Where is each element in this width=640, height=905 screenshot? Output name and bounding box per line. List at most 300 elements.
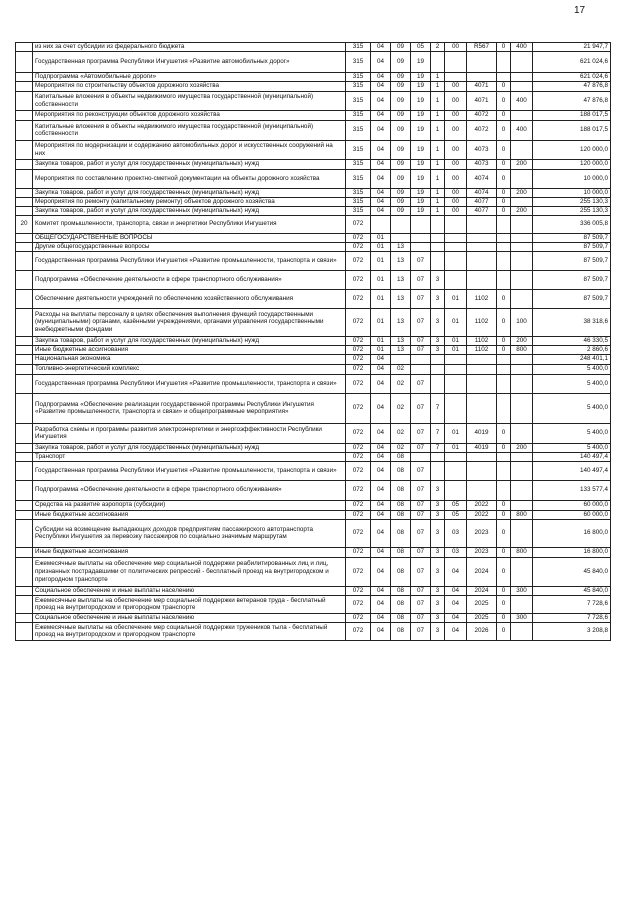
code-cell [511,215,533,233]
code-cell: 07 [411,500,431,510]
code-cell: 13 [391,345,411,354]
item-name-cell: Социальное обеспечение и иные выплаты населению [33,613,346,622]
code-cell: 04 [371,461,391,480]
code-cell [497,393,511,423]
code-cell: 04 [371,206,391,215]
code-cell: 0 [497,43,511,52]
code-cell: 08 [391,452,411,461]
table-row [16,289,611,308]
code-cell: 0 [497,345,511,354]
code-cell: 072 [346,519,371,547]
page-number: 17 [574,5,586,16]
code-cell [445,393,467,423]
code-cell: 19 [411,169,431,188]
code-cell: 072 [346,354,371,364]
code-cell [445,354,467,364]
code-cell: 315 [346,197,371,206]
code-cell: 400 [511,43,533,52]
code-cell: 04 [371,510,391,519]
code-cell: 1 [431,91,445,110]
item-name-cell: Мероприятия по модернизации и содержанию автомобильных дорог и искусственных сооружений на них [33,140,346,159]
code-cell: 02 [391,393,411,423]
row-number-cell [16,81,33,91]
code-cell: 01 [371,289,391,308]
row-number-cell [16,595,33,613]
row-number-cell [16,510,33,519]
code-cell: 3 [431,622,445,640]
code-cell: 2025 [467,613,497,622]
item-name-cell: Мероприятия по реконструкции объектов дорожного хозяйства [33,110,346,120]
item-name-cell: Другие общегосударственные вопросы [33,242,346,251]
amount-cell: 7 728,6 [533,595,611,613]
code-cell [445,215,467,233]
code-cell: 04 [371,51,391,72]
table-row [16,480,611,500]
code-cell: 072 [346,586,371,595]
code-cell [411,242,431,251]
code-cell: 00 [445,120,467,140]
code-cell: 04 [371,613,391,622]
code-cell: 13 [391,251,411,270]
item-name-cell: Расходы на выплаты персоналу в целях обеспечения выполнения функций государственными (муниципальными) органами, казёнными учреждениями, органами управления государственными внебюджетными фондами [33,308,346,336]
code-cell: 07 [411,443,431,452]
amount-cell: 5 400,0 [533,364,611,374]
code-cell [391,354,411,364]
code-cell [511,81,533,91]
item-name-cell: Подпрограмма «Обеспечение деятельности в сфере транспортного обслуживания» [33,480,346,500]
code-cell: 04 [371,169,391,188]
code-cell: 072 [346,289,371,308]
amount-cell: 2 860,6 [533,345,611,354]
code-cell: 072 [346,364,371,374]
row-number-cell [16,188,33,197]
item-name-cell: Разработка схемы и программы развития электроэнергетики и энергоэффективности Республики Ингушетия [33,423,346,443]
code-cell: 4019 [467,423,497,443]
code-cell: 3 [431,519,445,547]
amount-cell: 38 318,6 [533,308,611,336]
row-number-cell [16,345,33,354]
table-row [16,622,611,640]
code-cell: 0 [497,110,511,120]
table-row [16,443,611,452]
code-cell: 09 [391,43,411,52]
code-cell: 04 [371,622,391,640]
code-cell: 7 [431,393,445,423]
code-cell [467,215,497,233]
code-cell: 200 [511,159,533,169]
code-cell: 08 [391,510,411,519]
code-cell: 0 [497,81,511,91]
code-cell: 05 [445,500,467,510]
code-cell: 00 [445,188,467,197]
code-cell: 09 [391,197,411,206]
code-cell [511,354,533,364]
amount-cell: 621 024,6 [533,51,611,72]
code-cell: 2025 [467,595,497,613]
code-cell [431,354,445,364]
code-cell [497,233,511,242]
amount-cell: 7 728,6 [533,613,611,622]
code-cell: 0 [497,519,511,547]
code-cell: 4074 [467,188,497,197]
code-cell: 07 [411,595,431,613]
amount-cell: 255 130,3 [533,197,611,206]
code-cell: 02 [391,443,411,452]
code-cell [497,461,511,480]
code-cell: 072 [346,622,371,640]
code-cell: 19 [411,197,431,206]
amount-cell: 248 401,1 [533,354,611,364]
item-name-cell: Субсидии на возмещение выпадающих доходов предприятиям пассажирского автотранспорта Республики Ингушетия за перевозку пассажиров по социально значимым маршрутам [33,519,346,547]
code-cell [431,215,445,233]
code-cell [431,461,445,480]
code-cell: 4077 [467,197,497,206]
code-cell [511,51,533,72]
table-row [16,188,611,197]
item-name-cell: Иные бюджетные ассигнования [33,345,346,354]
code-cell: 4077 [467,206,497,215]
item-name-cell: Комитет промышленности, транспорта, связи и энергетики Республики Ингушетия [33,215,346,233]
code-cell: 07 [411,251,431,270]
table-row [16,215,611,233]
code-cell [511,197,533,206]
row-number-cell [16,43,33,52]
code-cell [497,364,511,374]
code-cell: 07 [411,423,431,443]
code-cell: 0 [497,557,511,586]
code-cell [431,452,445,461]
code-cell: 2022 [467,500,497,510]
code-cell: 04 [371,557,391,586]
code-cell [391,215,411,233]
amount-cell: 621 024,6 [533,72,611,81]
code-cell [445,251,467,270]
code-cell: 7 [431,423,445,443]
code-cell [467,354,497,364]
code-cell [445,480,467,500]
code-cell [445,233,467,242]
table-row [16,364,611,374]
code-cell: 04 [371,354,391,364]
code-cell: 4071 [467,81,497,91]
code-cell: 04 [371,43,391,52]
code-cell [511,452,533,461]
code-cell: 00 [445,169,467,188]
code-cell: 00 [445,43,467,52]
code-cell [511,289,533,308]
code-cell: 03 [445,519,467,547]
code-cell [467,393,497,423]
table-row [16,452,611,461]
code-cell: 1 [431,81,445,91]
item-name-cell: Мероприятия по строительству объектов дорожного хозяйства [33,81,346,91]
table-row [16,557,611,586]
code-cell [445,51,467,72]
code-cell: 0 [497,308,511,336]
code-cell: 09 [391,51,411,72]
code-cell: 072 [346,452,371,461]
code-cell [511,233,533,242]
row-number-cell [16,480,33,500]
amount-cell: 87 509,7 [533,289,611,308]
item-name-cell: Закупка товаров, работ и услуг для государственных (муниципальных) нужд [33,159,346,169]
code-cell: 01 [371,251,391,270]
amount-cell: 46 330,5 [533,336,611,345]
row-number-cell [16,110,33,120]
code-cell [431,51,445,72]
code-cell: 100 [511,308,533,336]
code-cell: 300 [511,586,533,595]
code-cell: 2022 [467,510,497,519]
code-cell: 19 [411,81,431,91]
code-cell: 07 [411,345,431,354]
code-cell: 1102 [467,308,497,336]
code-cell: 1 [431,120,445,140]
code-cell [467,452,497,461]
row-number-cell [16,461,33,480]
code-cell: 08 [391,500,411,510]
code-cell: 1 [431,197,445,206]
code-cell: 04 [371,586,391,595]
code-cell: 072 [346,510,371,519]
amount-cell: 120 000,0 [533,140,611,159]
code-cell: 0 [497,500,511,510]
item-name-cell: Национальная экономика [33,354,346,364]
table-row [16,354,611,364]
row-number-cell [16,91,33,110]
code-cell: 04 [371,452,391,461]
amount-cell: 87 509,7 [533,233,611,242]
code-cell [497,270,511,289]
amount-cell: 336 005,8 [533,215,611,233]
code-cell: 1102 [467,336,497,345]
code-cell: 01 [371,270,391,289]
row-number-cell [16,242,33,251]
code-cell: 01 [445,443,467,452]
code-cell: 4072 [467,120,497,140]
code-cell: 01 [371,233,391,242]
code-cell: 07 [411,613,431,622]
code-cell: 09 [391,91,411,110]
item-name-cell: Государственная программа Республики Ингушетия «Развитие промышленности, транспорта и связи» [33,251,346,270]
row-number-cell [16,270,33,289]
item-name-cell: Топливно-энергетический комплекс [33,364,346,374]
item-name-cell: Закупка товаров, работ и услуг для государственных (муниципальных) нужд [33,336,346,345]
amount-cell: 45 840,0 [533,557,611,586]
code-cell [497,242,511,251]
item-name-cell: Ежемесячные выплаты на обеспечение мер социальной поддержки тружеников тыла - бесплатный проезд на внутригородском и пригородном транспорте [33,622,346,640]
code-cell: 1 [431,169,445,188]
table-row [16,91,611,110]
code-cell: 04 [371,197,391,206]
code-cell: 07 [411,557,431,586]
code-cell [445,72,467,81]
code-cell: 0 [497,206,511,215]
item-name-cell: Иные бюджетные ассигнования [33,547,346,557]
budget-table [15,42,611,641]
code-cell: R567 [467,43,497,52]
code-cell [511,270,533,289]
row-number-cell [16,423,33,443]
code-cell [511,110,533,120]
code-cell: 07 [411,289,431,308]
code-cell: 072 [346,595,371,613]
code-cell: 4074 [467,169,497,188]
item-name-cell: ОБЩЕГОСУДАРСТВЕННЫЕ ВОПРОСЫ [33,233,346,242]
code-cell: 01 [445,345,467,354]
code-cell: 300 [511,613,533,622]
code-cell: 01 [371,242,391,251]
code-cell: 3 [431,345,445,354]
item-name-cell: Социальное обеспечение и иные выплаты населению [33,586,346,595]
code-cell: 072 [346,345,371,354]
amount-cell: 5 400,0 [533,423,611,443]
code-cell: 0 [497,510,511,519]
item-name-cell: Ежемесячные выплаты на обеспечение мер социальной поддержки ветеранов труда - бесплатный проезд на внутригородском и пригородном транспорте [33,595,346,613]
code-cell [431,251,445,270]
code-cell [511,242,533,251]
code-cell: 072 [346,480,371,500]
item-name-cell: Обеспечение деятельности учреждений по обеспечению хозяйственного обслуживания [33,289,346,308]
code-cell: 08 [391,586,411,595]
code-cell: 09 [391,159,411,169]
amount-cell: 188 017,5 [533,120,611,140]
code-cell [467,233,497,242]
code-cell: 07 [411,586,431,595]
code-cell: 2023 [467,519,497,547]
code-cell: 2026 [467,622,497,640]
code-cell: 2024 [467,557,497,586]
table-row [16,336,611,345]
code-cell: 01 [445,289,467,308]
amount-cell: 5 400,0 [533,443,611,452]
table-row [16,374,611,393]
table-row [16,345,611,354]
code-cell: 072 [346,500,371,510]
code-cell: 13 [391,242,411,251]
item-name-cell: Средства на развитие аэропорта (субсидии) [33,500,346,510]
code-cell: 1 [431,110,445,120]
code-cell [497,452,511,461]
code-cell: 04 [371,500,391,510]
code-cell: 200 [511,336,533,345]
amount-cell: 188 017,5 [533,110,611,120]
code-cell: 2 [431,43,445,52]
code-cell: 315 [346,43,371,52]
amount-cell: 5 400,0 [533,393,611,423]
code-cell: 400 [511,91,533,110]
code-cell: 4073 [467,140,497,159]
amount-cell: 255 130,3 [533,206,611,215]
code-cell: 1 [431,159,445,169]
code-cell [511,251,533,270]
code-cell: 1 [431,140,445,159]
table-row [16,110,611,120]
code-cell [497,72,511,81]
code-cell: 4073 [467,159,497,169]
code-cell: 072 [346,374,371,393]
row-number-cell [16,72,33,81]
row-number-cell [16,374,33,393]
code-cell: 04 [371,91,391,110]
code-cell: 09 [391,206,411,215]
row-number-cell [16,547,33,557]
amount-cell: 140 497,4 [533,461,611,480]
code-cell: 04 [371,110,391,120]
code-cell: 04 [371,547,391,557]
code-cell: 04 [371,423,391,443]
code-cell: 315 [346,140,371,159]
code-cell: 3 [431,270,445,289]
code-cell: 19 [411,120,431,140]
code-cell: 315 [346,72,371,81]
code-cell: 01 [371,308,391,336]
code-cell: 3 [431,557,445,586]
code-cell: 07 [411,461,431,480]
code-cell: 07 [411,393,431,423]
code-cell [445,461,467,480]
row-number-cell [16,206,33,215]
row-number-cell [16,251,33,270]
code-cell: 3 [431,586,445,595]
code-cell: 08 [391,519,411,547]
table-row [16,140,611,159]
item-name-cell: Закупка товаров, работ и услуг для государственных (муниципальных) нужд [33,443,346,452]
code-cell: 04 [371,140,391,159]
code-cell [431,233,445,242]
table-row [16,270,611,289]
item-name-cell: Капитальные вложения в объекты недвижимого имущества государственной (муниципальной) собственности [33,91,346,110]
code-cell: 07 [411,308,431,336]
row-number-cell [16,586,33,595]
code-cell [371,215,391,233]
code-cell: 09 [391,81,411,91]
row-number-cell [16,622,33,640]
amount-cell: 87 509,7 [533,242,611,251]
code-cell: 315 [346,81,371,91]
code-cell: 19 [411,188,431,197]
code-cell [467,251,497,270]
row-number-cell [16,354,33,364]
code-cell: 02 [391,374,411,393]
code-cell: 00 [445,206,467,215]
code-cell: 05 [411,43,431,52]
code-cell [497,215,511,233]
item-name-cell: Закупка товаров, работ и услуг для государственных (муниципальных) нужд [33,206,346,215]
code-cell: 04 [445,595,467,613]
item-name-cell: Государственная программа Республики Ингушетия «Развитие автомобильных дорог» [33,51,346,72]
code-cell: 09 [391,120,411,140]
code-cell [445,364,467,374]
amount-cell: 60 000,0 [533,510,611,519]
table-row [16,233,611,242]
code-cell [511,393,533,423]
code-cell: 1 [431,72,445,81]
code-cell: 0 [497,595,511,613]
code-cell: 800 [511,345,533,354]
item-name-cell: Ежемесячные выплаты на обеспечение мер социальной поддержки реабилитированных лиц и лиц, признанных пострадавшими от политических репрессий - бесплатный проезд на внутригородском и пригородном транспорте [33,557,346,586]
row-number-cell [16,393,33,423]
code-cell [431,242,445,251]
code-cell: 04 [371,81,391,91]
code-cell: 04 [445,557,467,586]
table-row [16,547,611,557]
code-cell: 2023 [467,547,497,557]
amount-cell: 16 800,0 [533,547,611,557]
code-cell: 3 [431,480,445,500]
code-cell [497,354,511,364]
code-cell: 315 [346,159,371,169]
